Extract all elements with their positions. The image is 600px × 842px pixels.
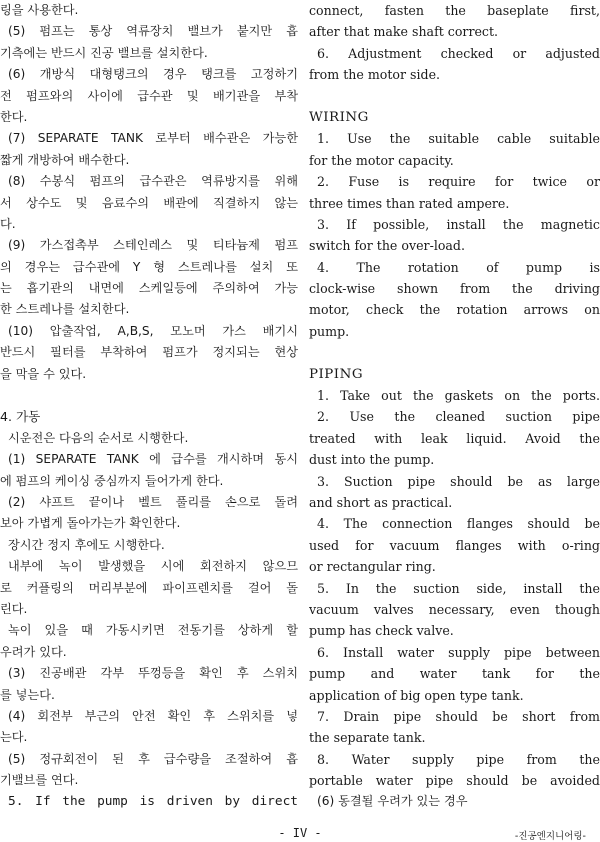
text-line: 1. Take out the gaskets on the ports. (317, 388, 600, 404)
text-line: 는 흡기관의 내면에 스케일등에 주의하여 가능 (0, 281, 298, 296)
text-line: 링을 사용한다. (0, 3, 79, 17)
text-line: pump. (309, 323, 350, 339)
text-line: used for vacuum flanges with o-ring (309, 537, 600, 553)
text-line: (2) 샤프트 끝이나 벨트 풀리를 손으로 돌려 (8, 494, 298, 509)
text-line: for the motor capacity. (309, 152, 454, 168)
text-line: 4. The connection flanges should be (317, 516, 600, 532)
text-line: three times than rated ampere. (309, 195, 510, 211)
text-line: pump and water tank for the (309, 666, 600, 682)
text-line: 녹이 있을 때 가동시키면 전동기를 상하게 할 (8, 623, 298, 638)
text-line: 시운전은 다음의 순서로 시행한다. (8, 430, 189, 445)
section-heading-piping: PIPING (309, 366, 364, 382)
text-line: 2. Fuse is require for twice or (317, 174, 600, 190)
text-line: (8) 수봉식 펌프의 급수관은 역류방지를 위해 (8, 174, 298, 189)
right-column (309, 0, 600, 813)
text-line: 다. (0, 216, 16, 231)
page-number: - IV - (278, 826, 322, 840)
text-line: 짧게 개방하여 배수한다. (0, 152, 130, 167)
text-line: 3. If possible, install the magnetic (317, 216, 600, 232)
text-line: 5. If the pump is driven by direct (8, 794, 298, 810)
text-line: dust into the pump. (309, 452, 435, 468)
text-line: 보아 가볍게 돌아가는가 확인한다. (0, 516, 181, 531)
text-line: and short as practical. (309, 494, 453, 510)
text-line: switch for the over-load. (309, 238, 466, 254)
text-line: treated with leak liquid. Avoid the (309, 430, 600, 446)
text-line: 5. In the suction side, install the (317, 580, 600, 596)
text-line: 4. The rotation of pump is (317, 259, 600, 275)
text-line: 에 펌프의 케이싱 중심까지 들어가게 한다. (0, 473, 224, 488)
text-line: 7. Drain pipe should be short from (317, 708, 600, 724)
text-line: 한 스트레나를 설치한다. (0, 302, 130, 317)
text-line: (5) 펌프는 통상 역류장치 밸브가 붙지만 흡 (8, 24, 298, 39)
text-line: connect, fasten the baseplate first, (309, 3, 600, 18)
text-line: 린다. (0, 601, 28, 616)
text-line: 로 커플링의 머리부분에 파이프렌치를 걸어 돌 (0, 580, 298, 595)
text-line: 3. Suction pipe should be as large (317, 473, 600, 489)
text-line: (10) 압출작업, A,B,S, 모노머 가스 배기시 (8, 323, 298, 338)
text-line: motor, check the rotation arrows on (309, 302, 600, 318)
text-line: 기측에는 반드시 진공 밸브를 설치한다. (0, 45, 208, 60)
text-line: the separate tank. (309, 730, 426, 746)
text-line: (9) 가스접촉부 스테인레스 및 티타늄제 펌프 (8, 238, 298, 253)
text-line: 는다. (0, 730, 28, 745)
text-line: 1. Use the suitable cable suitable (317, 131, 600, 147)
text-line: 의 경우는 급수관에 Y 형 스트레나를 설치 또 (0, 259, 298, 274)
footer-brand: -진공엔지니어링- (514, 831, 586, 842)
text-line: 기밸브를 연다. (0, 773, 79, 788)
left-column (0, 0, 298, 813)
section-title: 4. 가동 (0, 409, 41, 425)
text-line: 장시간 정지 후에도 시행한다. (8, 537, 165, 552)
text-line: (4) 회전부 부근의 안전 확인 후 스위치를 넣 (8, 708, 298, 723)
text-line: clock-wise shown from the driving (309, 281, 600, 297)
text-line: 한다. (0, 109, 28, 124)
text-line: or rectangular ring. (309, 559, 436, 575)
text-line: (3) 진공배관 각부 뚜껑등을 확인 후 스위치 (8, 666, 298, 681)
text-line: 내부에 녹이 발생했을 시에 회전하지 않으므 (8, 559, 298, 574)
text-line: 을 막을 수 있다. (0, 366, 87, 381)
text-line: 8. Water supply pipe from the (317, 751, 600, 767)
text-line: after that make shaft correct. (309, 24, 499, 40)
text-line: 6. Install water supply pipe between (317, 644, 600, 660)
text-line: (6) 동결될 우려가 있는 경우 (317, 794, 468, 809)
text-line: (7) SEPARATE TANK 로부터 배수관은 가능한 (8, 131, 298, 146)
text-line: (5) 정규회전이 된 후 급수량을 조절하여 흡 (8, 751, 298, 766)
section-heading-wiring: WIRING (309, 109, 369, 125)
text-line: 반드시 필터를 부착하여 펌프가 정지되는 현상 (0, 345, 298, 360)
text-line: portable water pipe should be avoided (309, 773, 600, 789)
text-line: (6) 개방식 대형탱크의 경우 탱크를 고정하기 (8, 67, 298, 82)
text-line: 를 넣는다. (0, 687, 55, 702)
text-line: vacuum valves necessary, even though (309, 601, 600, 617)
text-line: from the motor side. (309, 67, 441, 83)
text-line: 서 상수도 및 음료수의 배관에 직결하지 않는 (0, 195, 298, 210)
text-line: application of big open type tank. (309, 687, 524, 703)
text-line: 6. Adjustment checked or adjusted (317, 45, 600, 61)
text-line: pump has check valve. (309, 623, 454, 639)
text-line: 2. Use the cleaned suction pipe (317, 409, 600, 425)
text-line: 전 펌프와의 사이에 급수관 및 배기관을 부착 (0, 88, 298, 103)
text-line: 우려가 있다. (0, 644, 67, 659)
text-line: (1) SEPARATE TANK 에 급수를 개시하며 동시 (8, 452, 298, 467)
